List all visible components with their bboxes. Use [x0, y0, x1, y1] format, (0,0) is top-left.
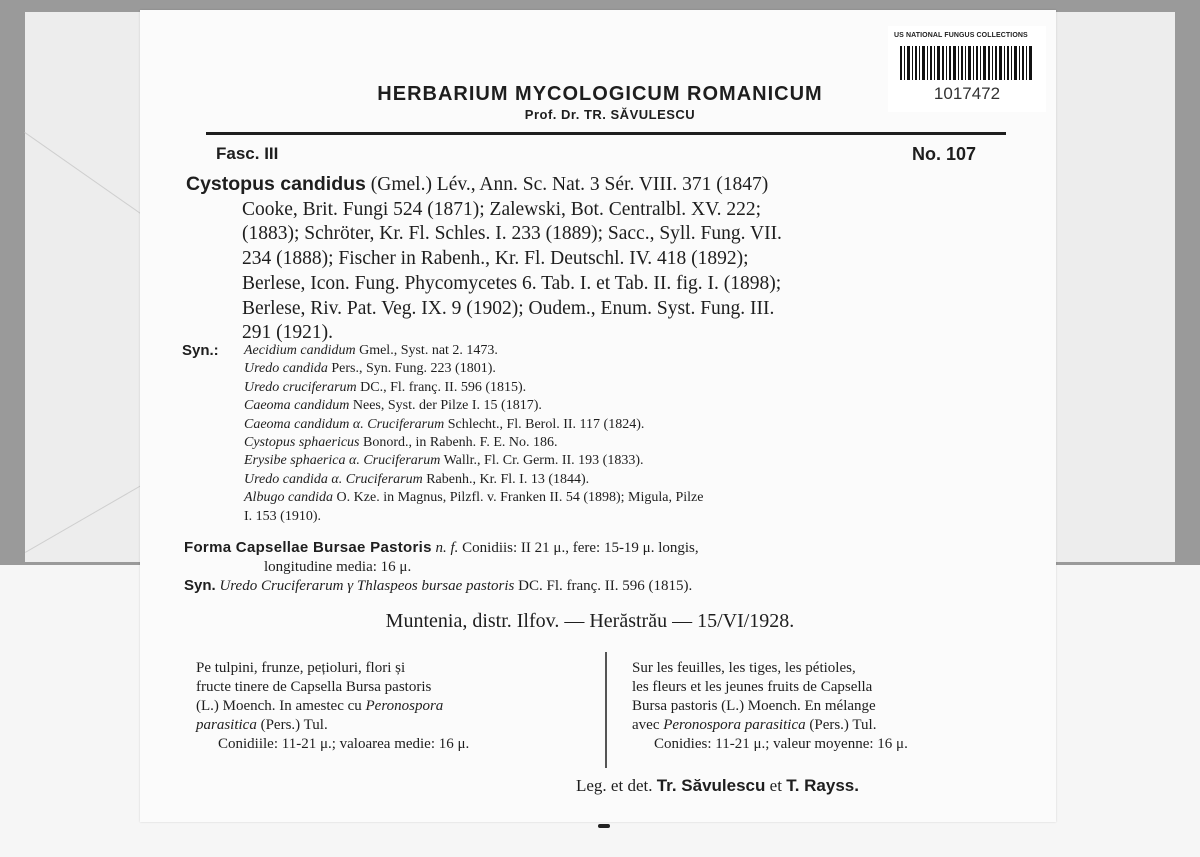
species-authority: (Gmel.) Lév., Ann. Sc. Nat. 3 Sér. VIII. 371 (1847)	[365, 174, 769, 195]
synonym-item: Caeoma candidum Nees, Syst. der Pilze I. 15 (1817).	[244, 398, 542, 414]
synonym-continuation: I. 153 (1910).	[244, 508, 321, 524]
herbarium-editor: Prof. Dr. TR. SĂVULESCU	[524, 107, 696, 122]
collection-locality: Muntenia, distr. Ilfov. — Herăstrău — 15/VI/1928.	[385, 610, 795, 632]
romanian-description: Pe tulpini, frunze, pețioluri, flori și fructe tinere de Capsella Bursa pastoris (L.) Moench. In amestec cu Peronospora parasitica (Pers.) Tul. Conidiile: 11-21 μ.; valoarea medie: 16 μ.	[196, 660, 470, 752]
french-description: Sur les feuilles, les tiges, les pétioles, les fleurs et les jeunes fruits de Capsella Bursa pastoris (L.) Moench. En mélange avec Peronospora parasitica (Pers.) Tul. Conidies: 11-21 μ.; valeur moyenne: 16 μ.	[632, 660, 908, 752]
barcode-institution: US NATIONAL FUNGUS COLLECTIONS	[894, 32, 1028, 39]
synonym-item: Uredo cruciferarum DC., Fl. franç. II. 596 (1815).	[244, 379, 527, 395]
citation-line: (1883); Schröter, Kr. Fl. Schles. I. 233 (1889); Sacc., Syll. Fung. VII.	[242, 223, 782, 245]
forma-description-line: longitudine media: 16 μ.	[264, 559, 412, 575]
citation-line: 291 (1921).	[242, 322, 333, 344]
synonyms-list	[244, 342, 1014, 526]
forma-synonym-label: Syn.	[184, 577, 216, 594]
specimen-number: No. 107	[911, 144, 976, 164]
determiner-name: T. Rayss.	[786, 776, 859, 795]
citation-line: Berlese, Riv. Pat. Veg. IX. 9 (1902); Oudem., Enum. Syst. Fung. III.	[242, 297, 775, 319]
synonym-item: Uredo candida Pers., Syn. Fung. 223 (1801).	[244, 361, 496, 377]
synonym-item: Albugo candida O. Kze. in Magnus, Pilzfl. v. Franken II. 54 (1898); Migula, Pilze	[244, 490, 704, 506]
column-divider	[605, 652, 607, 768]
forma-name: Forma Capsellae Bursae Pastoris	[184, 539, 432, 556]
forma-synonym-name: Uredo Cruciferarum γ Thlaspeos bursae pastoris	[219, 578, 515, 594]
collector-name: Tr. Săvulescu	[656, 776, 766, 795]
citation-line: Cooke, Brit. Fungi 524 (1871); Zalewski, Bot. Centralbl. XV. 222;	[242, 198, 762, 220]
barcode-label	[888, 26, 1046, 112]
fascicle-number: Fasc. III	[216, 144, 279, 163]
ink-mark	[598, 824, 610, 828]
forma-synonym-ref: DC. Fl. franç. II. 596 (1815).	[514, 578, 693, 594]
citation-line: Berlese, Icon. Fung. Phycomycetes 6. Tab. I. et Tab. II. fig. I. (1898);	[242, 272, 782, 294]
barcode-icon	[900, 46, 1032, 80]
specimen-label	[140, 10, 1056, 822]
synonym-item: Caeoma candidum α. Cruciferarum Schlecht., Fl. Berol. II. 117 (1824).	[244, 416, 645, 432]
synonym-item: Cystopus sphaericus Bonord., in Rabenh. F. E. No. 186.	[244, 435, 558, 451]
synonym-item: Uredo candida α. Cruciferarum Rabenh., Kr. Fl. I. 13 (1844).	[244, 471, 590, 487]
synonym-item: Erysibe sphaerica α. Cruciferarum Wallr., Fl. Cr. Germ. II. 193 (1833).	[244, 453, 644, 469]
citation-line: 234 (1888); Fischer in Rabenh., Kr. Fl. Deutschl. IV. 418 (1892);	[242, 248, 749, 270]
species-name: Cystopus candidus	[186, 173, 366, 195]
forma-description: Forma Capsellae Bursae Pastoris n. f. Conidiis: II 21 μ., fere: 15-19 μ. longis, longitudine media: 16 μ.	[184, 538, 1024, 577]
catalog-number: 1017472	[933, 84, 1001, 103]
collector-line: Leg. et det. Tr. Săvulescu et T. Rayss.	[576, 776, 859, 795]
species-citation	[186, 172, 1016, 346]
herbarium-title: HERBARIUM MYCOLOGICUM ROMANICUM	[377, 83, 823, 105]
synonyms-label: Syn.:	[182, 342, 219, 359]
synonym-item: Aecidium candidum Gmel., Syst. nat 2. 1473.	[244, 343, 498, 358]
forma-synonym	[184, 577, 1024, 595]
title-rule	[206, 132, 1006, 135]
